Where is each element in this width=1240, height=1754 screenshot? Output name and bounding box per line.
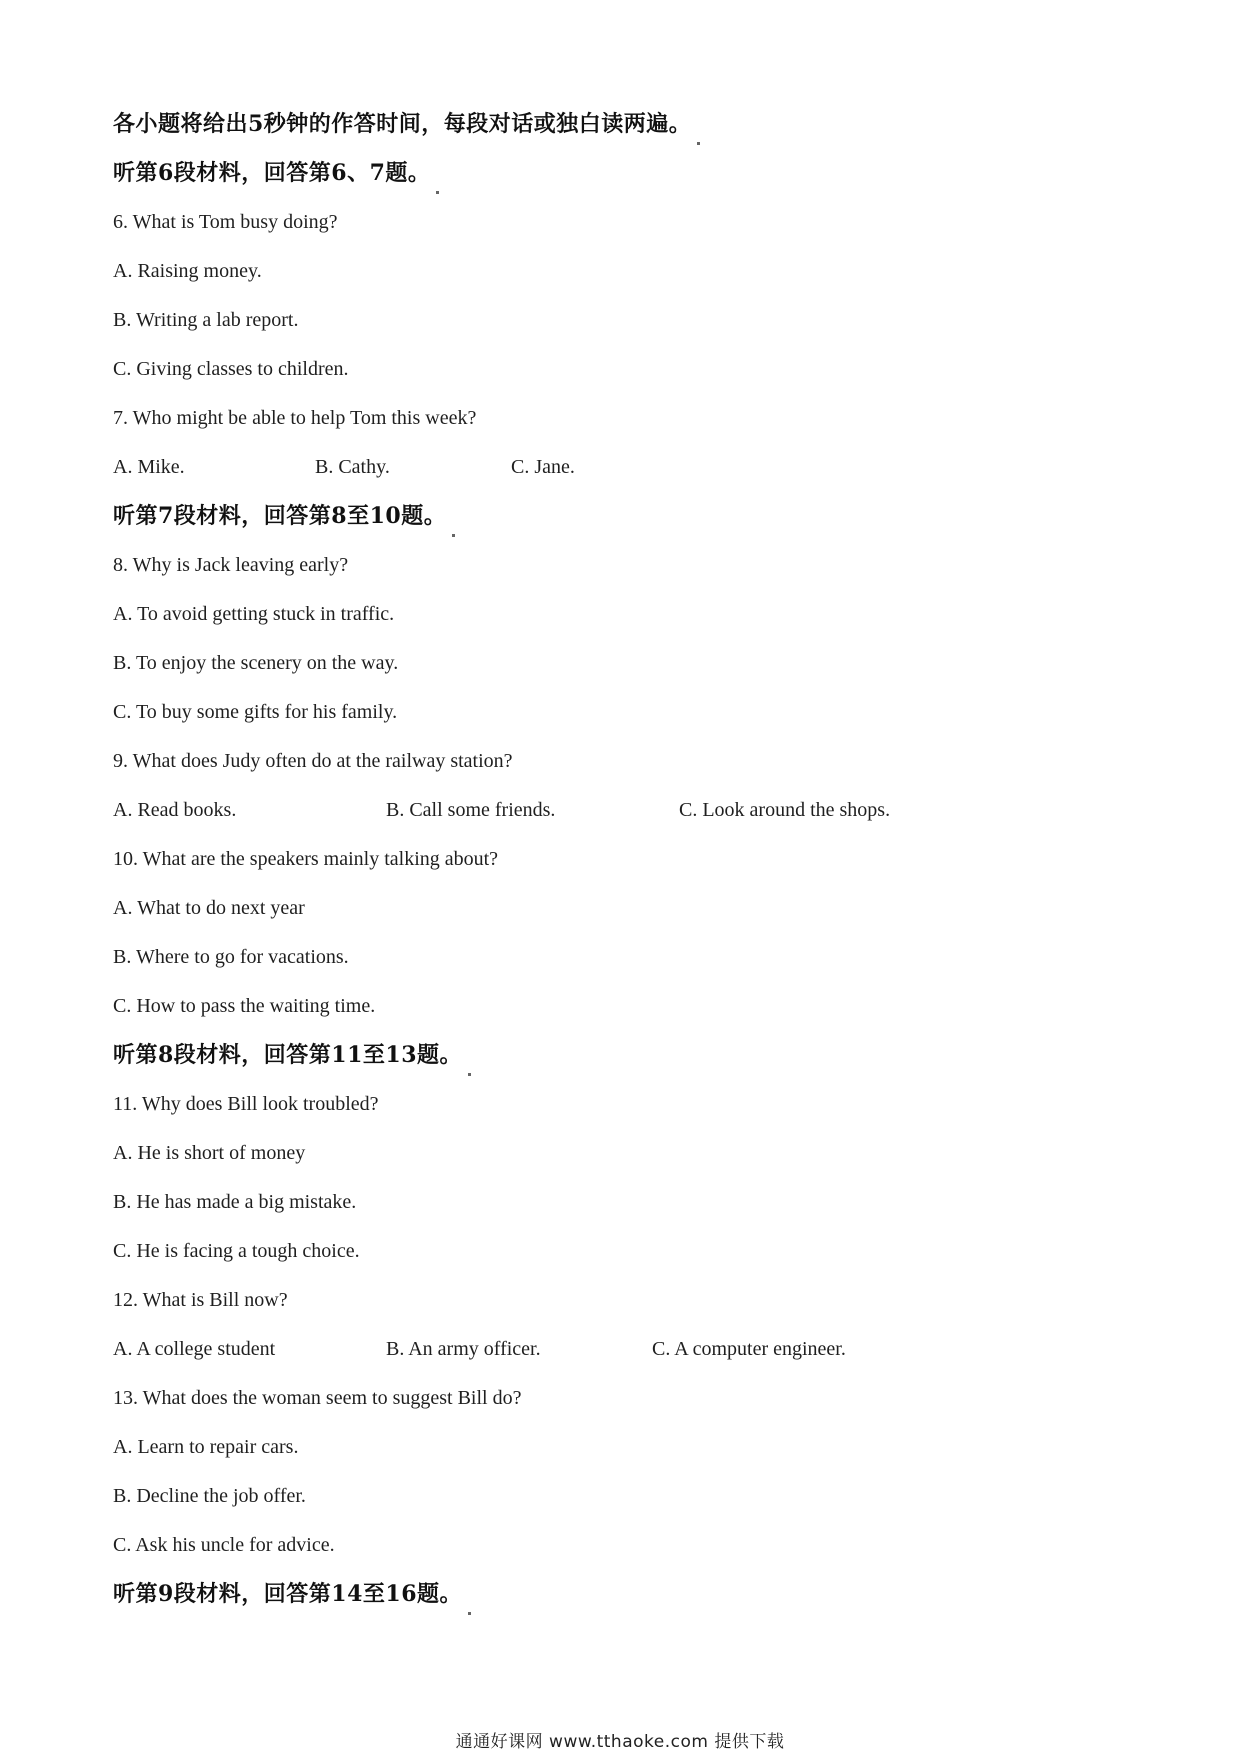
- question-12-option-c: C. A computer engineer.: [652, 1338, 846, 1360]
- question-12-stem: 12. What is Bill now?: [113, 1289, 288, 1311]
- question-10-option-c: C. How to pass the waiting time.: [113, 995, 376, 1017]
- question-8-stem: 8. Why is Jack leaving early?: [113, 554, 349, 576]
- question-6-option-a: A. Raising money.: [113, 260, 262, 282]
- paragraph-mark: [452, 534, 455, 537]
- instruction-label: 各小题将给出5秒钟的作答时间，每段对话或独白读两遍。: [113, 111, 692, 137]
- question-10-option-a: A. What to do next year: [113, 897, 305, 919]
- question-8-option-b: B. To enjoy the scenery on the way.: [113, 652, 399, 674]
- question-12-options: [113, 1325, 1133, 1374]
- question-11-option-c: C. He is facing a tough choice.: [113, 1240, 360, 1262]
- question-12-option-a: A. A college student: [113, 1338, 276, 1360]
- question-13-stem: 13. What does the woman seem to suggest Bill do?: [113, 1387, 522, 1409]
- page-footer: 通通好课网 www.tthaoke.com 提供下载: [455, 1732, 785, 1752]
- section-heading-8: [113, 1031, 1133, 1080]
- question-9-option-c: C. Look around the shops.: [679, 799, 891, 821]
- question-7-option-b: B. Cathy.: [315, 456, 390, 478]
- question-12-option-b: B. An army officer.: [386, 1338, 541, 1360]
- question-7-options: [113, 443, 1133, 492]
- exam-page: [113, 100, 1133, 1619]
- question-6-stem: 6. What is Tom busy doing?: [113, 211, 338, 233]
- section-heading-label: 听第9段材料，回答第14至16题。: [113, 1581, 463, 1607]
- question-9-stem: 9. What does Judy often do at the railway station?: [113, 750, 513, 772]
- question-8-option-c: C. To buy some gifts for his family.: [113, 701, 398, 723]
- question-13-option-a: A. Learn to repair cars.: [113, 1436, 299, 1458]
- section-heading-label: 听第8段材料，回答第11至13题。: [113, 1042, 463, 1068]
- question-7-stem: 7. Who might be able to help Tom this week?: [113, 407, 477, 429]
- question-7-option-a: A. Mike.: [113, 456, 185, 478]
- question-13-option-b: B. Decline the job offer.: [113, 1485, 306, 1507]
- question-13-option-c: C. Ask his uncle for advice.: [113, 1534, 335, 1556]
- question-7-option-c: C. Jane.: [511, 456, 575, 478]
- question-11-stem: 11. Why does Bill look troubled?: [113, 1093, 379, 1115]
- paragraph-mark: [697, 142, 700, 145]
- question-6-option-c: C. Giving classes to children.: [113, 358, 349, 380]
- question-9-options: [113, 786, 1133, 835]
- section-heading-label: 听第6段材料，回答第6、7题。: [113, 160, 431, 186]
- question-6-option-b: B. Writing a lab report.: [113, 309, 299, 331]
- question-10-option-b: B. Where to go for vacations.: [113, 946, 349, 968]
- section-heading-label: 听第7段材料，回答第8至10题。: [113, 503, 447, 529]
- paragraph-mark: [468, 1612, 471, 1615]
- question-9-option-a: A. Read books.: [113, 799, 237, 821]
- section-heading-7: [113, 492, 1133, 541]
- question-8-option-a: A. To avoid getting stuck in traffic.: [113, 603, 395, 625]
- question-10-stem: 10. What are the speakers mainly talking about?: [113, 848, 499, 870]
- section-heading-9: [113, 1570, 1133, 1619]
- instruction-text: [113, 100, 1133, 149]
- question-11-option-a: A. He is short of money: [113, 1142, 306, 1164]
- question-9-option-b: B. Call some friends.: [386, 799, 556, 821]
- paragraph-mark: [468, 1073, 471, 1076]
- paragraph-mark: [436, 191, 439, 194]
- question-11-option-b: B. He has made a big mistake.: [113, 1191, 357, 1213]
- section-heading-6: [113, 149, 1133, 198]
